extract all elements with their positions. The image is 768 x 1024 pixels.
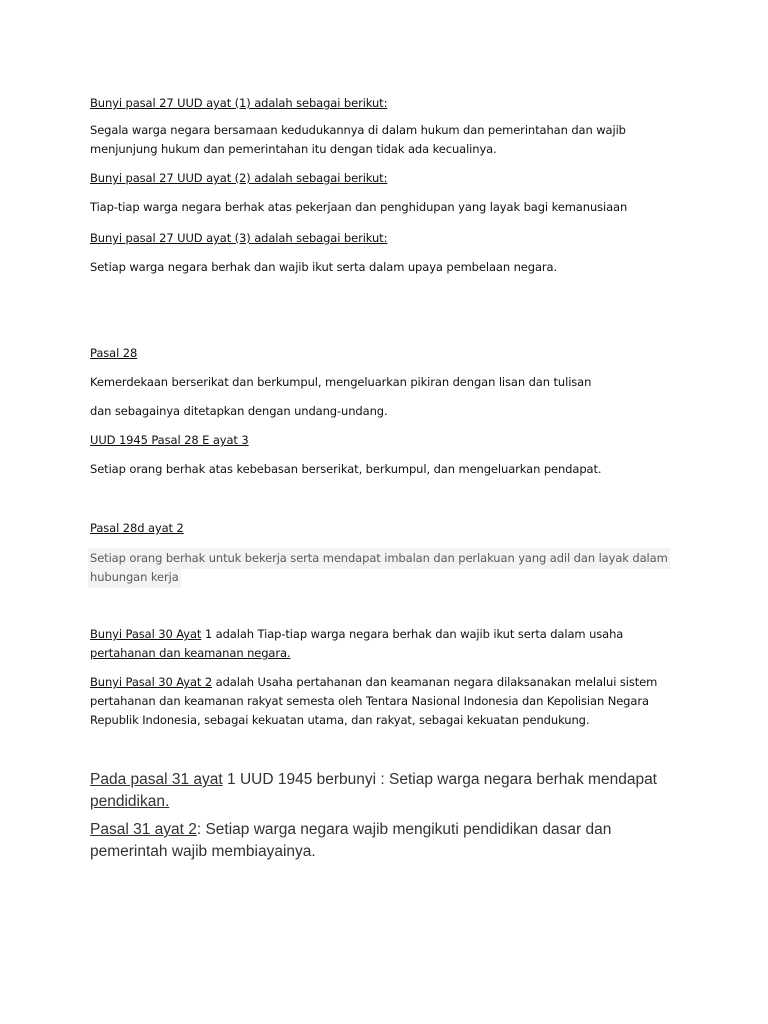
pasal31-ayat1-rest: 1 UUD 1945 berbunyi : Setiap warga negara berhak mendapat	[222, 771, 657, 788]
pasal28e-text: Setiap orang berhak atas kebebasan berserikat, berkumpul, dan mengeluarkan pendapat.	[90, 462, 602, 476]
pasal28d-heading: Pasal 28d ayat 2	[90, 521, 184, 535]
pasal31-ayat1-line2: pendidikan.	[90, 793, 170, 810]
pasal31-ayat1-line1	[90, 769, 657, 791]
pasal31-ayat2-line1	[90, 819, 611, 841]
pasal30-ayat2-rest: adalah Usaha pertahanan dan keamanan negara dilaksanakan melalui sistem	[212, 675, 658, 689]
pasal30-ayat2-line3: Republik Indonesia, sebagai kekuatan utama, dan rakyat, sebagai kekuatan pendukung.	[90, 713, 590, 727]
pasal30-ayat2-label: Bunyi Pasal 30 Ayat 2	[90, 675, 213, 689]
pasal27-ayat1-line2: menjunjung hukum dan pemerintahan itu dengan tidak ada kecualinya.	[90, 142, 497, 156]
pasal28d-line1: Setiap orang berhak untuk bekerja serta mendapat imbalan dan perlakuan yang adil dan layak dalam	[88, 548, 670, 569]
pasal31-ayat1-label: Pada pasal 31 ayat	[90, 771, 223, 788]
pasal27-ayat2-heading: Bunyi pasal 27 UUD ayat (2) adalah sebagai berikut:	[90, 171, 388, 185]
pasal27-ayat3-text: Setiap warga negara berhak dan wajib ikut serta dalam upaya pembelaan negara.	[90, 260, 558, 274]
pasal28e-heading: UUD 1945 Pasal 28 E ayat 3	[90, 433, 249, 447]
pasal31-ayat2-rest: : Setiap warga negara wajib mengikuti pendidikan dasar dan	[196, 821, 612, 838]
pasal30-ayat1-rest: 1 adalah Tiap-tiap warga negara berhak dan wajib ikut serta dalam usaha	[201, 627, 624, 641]
pasal30-ayat1-label: Bunyi Pasal 30 Ayat	[90, 627, 202, 641]
pasal28-line1: Kemerdekaan berserikat dan berkumpul, mengeluarkan pikiran dengan lisan dan tulisan	[90, 375, 592, 389]
pasal27-ayat1-line1: Segala warga negara bersamaan kedudukannya di dalam hukum dan pemerintahan dan wajib	[90, 123, 626, 137]
pasal30-ayat2-line1	[90, 673, 657, 692]
pasal28d-line2: hubungan kerja	[88, 567, 181, 588]
pasal28-line2: dan sebagainya ditetapkan dengan undang-undang.	[90, 404, 388, 418]
pasal27-ayat1-heading: Bunyi pasal 27 UUD ayat (1) adalah sebagai berikut:	[90, 96, 388, 110]
pasal28-heading: Pasal 28	[90, 346, 138, 360]
pasal30-ayat2-line2: pertahanan dan keamanan rakyat semesta oleh Tentara Nasional Indonesia dan Kepolisian Negara	[90, 694, 649, 708]
pasal30-ayat1-line1	[90, 625, 623, 644]
pasal31-ayat2-line2: pemerintah wajib membiayainya.	[90, 843, 316, 860]
pasal31-ayat2-label: Pasal 31 ayat 2	[90, 821, 197, 838]
pasal30-ayat1-line2: pertahanan dan keamanan negara.	[90, 646, 291, 660]
pasal27-ayat2-text: Tiap-tiap warga negara berhak atas pekerjaan dan penghidupan yang layak bagi kemanusiaan	[90, 200, 628, 214]
pasal27-ayat3-heading: Bunyi pasal 27 UUD ayat (3) adalah sebagai berikut:	[90, 231, 388, 245]
